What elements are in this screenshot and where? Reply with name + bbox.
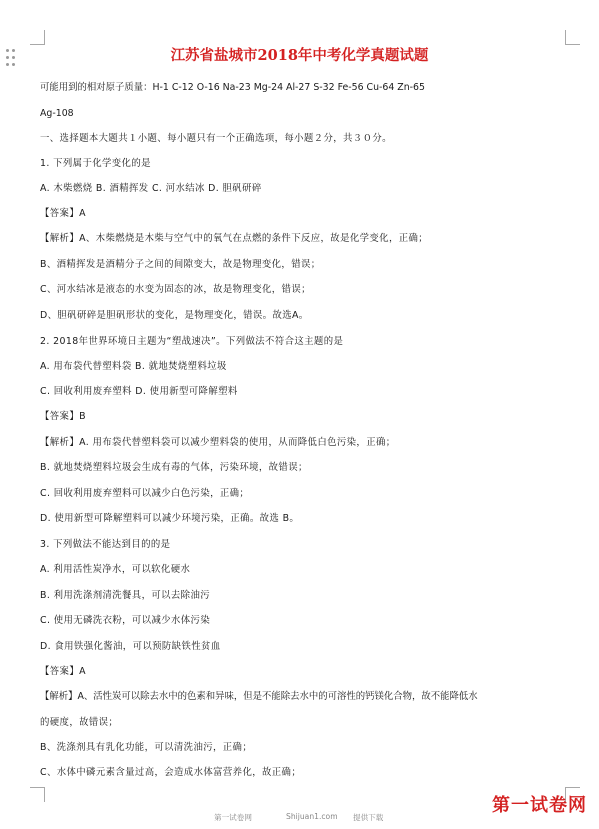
text-line: Ag-108 xyxy=(40,108,74,119)
question-options: B. 利用洗涤剂清洗餐具，可以去除油污 xyxy=(40,590,210,601)
question-options: C. 回收利用废弃塑料 D. 使用新型可降解塑料 xyxy=(40,386,238,397)
analysis-text: C、河水结冰是液态的水变为固态的冰，故是物理变化，错误； xyxy=(40,284,311,295)
text-line: 可能用到的相对原子质量：H-1 C-12 O-16 Na-23 Mg-24 Al-27 S-32 Fe-56 Cu-64 Zn-65 xyxy=(40,82,425,93)
margin-corner-mark xyxy=(30,30,45,45)
footer-site-url[interactable]: Shijuan1.com xyxy=(286,812,338,821)
analysis-text: 【解析】A、木柴燃烧是木柴与空气中的氧气在点燃的条件下反应，故是化学变化，正确； xyxy=(40,233,429,244)
analysis-text: 【解析】A. 用布袋代替塑料袋可以减少塑料袋的使用，从而降低白色污染，正确； xyxy=(40,437,396,448)
question-text: 2. 2018年世界环境日主题为“塑战速决”。下列做法不符合这主题的是 xyxy=(40,336,344,347)
analysis-text: D. 使用新型可降解塑料可以减少环境污染，正确。故选 B。 xyxy=(40,513,300,524)
margin-corner-mark xyxy=(565,30,580,45)
brand-watermark: 第一试卷网 xyxy=(492,795,587,816)
analysis-text: B、酒精挥发是酒精分子之间的间隙变大，故是物理变化，错误； xyxy=(40,259,321,270)
question-text: 1. 下列属于化学变化的是 xyxy=(40,158,151,169)
question-options: D. 食用铁强化酱油，可以预防缺铁性贫血 xyxy=(40,641,221,652)
analysis-text: C、水体中磷元素含量过高，会造成水体富营养化，故正确； xyxy=(40,767,302,778)
section-heading: 一、选择题本大题共１小题、每小题只有一个正确选项，每小题２分，共３０分。 xyxy=(40,133,392,144)
analysis-text: 的硬度，故错误； xyxy=(40,717,119,728)
question-options: A. 利用活性炭净水，可以软化硬水 xyxy=(40,564,191,575)
analysis-text: B. 就地焚烧塑料垃圾会生成有毒的气体，污染环境，故错误； xyxy=(40,462,308,473)
analysis-text: D、胆矾研碎是胆矾形状的变化，是物理变化，错误。故选A。 xyxy=(40,310,309,321)
answer-label: 【答案】B xyxy=(40,411,86,422)
question-options: C. 使用无磷洗衣粉，可以减少水体污染 xyxy=(40,615,211,626)
answer-label: 【答案】A xyxy=(40,666,86,677)
analysis-text: 【解析】A、活性炭可以除去水中的色素和异味，但是不能除去水中的可溶性的钙镁化合物，故不能降低水 xyxy=(40,691,478,702)
footer-download-text: 提供下载 xyxy=(353,813,384,822)
analysis-text: C. 回收利用废弃塑料可以减少白色污染，正确； xyxy=(40,488,250,499)
question-text: 3. 下列做法不能达到目的的是 xyxy=(40,539,171,550)
question-options: A. 木柴燃烧 B. 酒精挥发 C. 河水结冰 D. 胆矾研碎 xyxy=(40,183,262,194)
margin-corner-mark xyxy=(30,787,45,802)
question-options: A. 用布袋代替塑料袋 B. 就地焚烧塑料垃圾 xyxy=(40,361,227,372)
analysis-text: B、洗涤剂具有乳化功能，可以清洗油污，正确； xyxy=(40,742,253,753)
answer-label: 【答案】A xyxy=(40,208,86,219)
footer-site-name: 第一试卷网 xyxy=(214,813,252,822)
document-title: 江苏省盐城市2018年中考化学真题试题 xyxy=(170,47,429,64)
